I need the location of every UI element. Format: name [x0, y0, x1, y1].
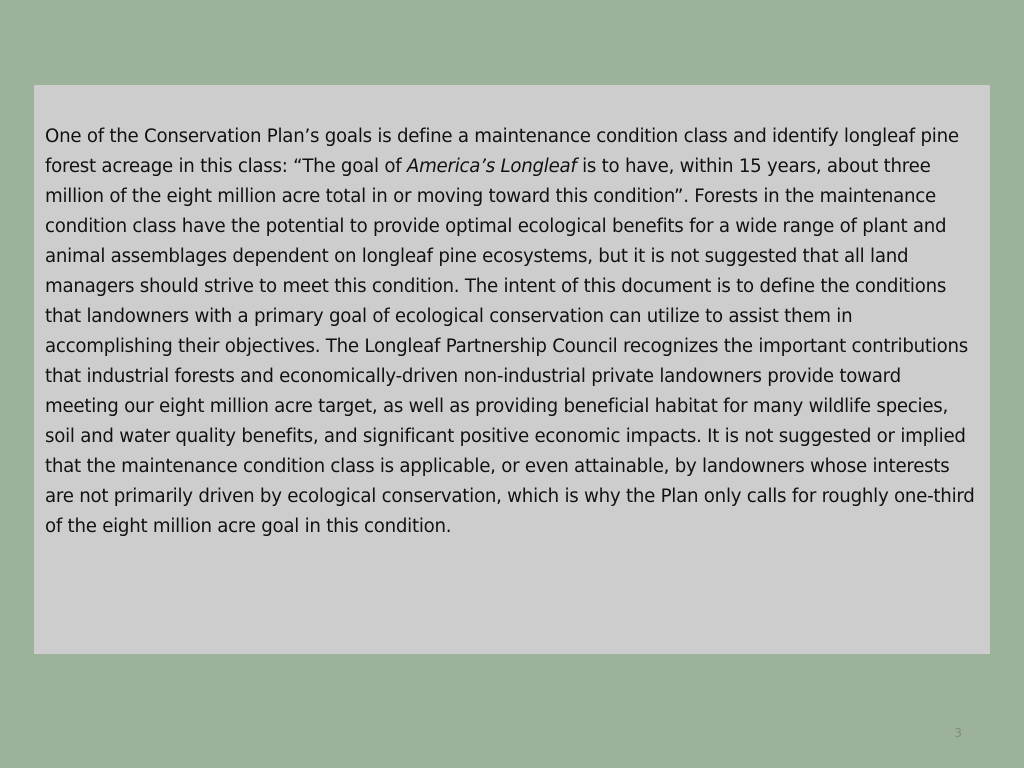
text-box	[34, 85, 990, 654]
page-number: 3	[954, 726, 962, 740]
emphasized-title: America’s Longleaf	[406, 156, 577, 177]
body-paragraph	[45, 122, 978, 542]
paragraph-text-rest: is to have, within 15 years, about three million of the eight million acre total in or moving toward this condition”. Forests in the maintenance condition class have the potential to provide optimal ecological benefits for a wide range of plant and animal assemblages dependent on longleaf pine ecosystems, but it is not suggested that all land managers should strive to meet this condition. The intent of this document is to define the conditions that landowners with a primary goal of ecological conservation can utilize to assist them in accomplishing their objectives. The Longleaf Partnership Council recognizes the important contributions that industrial forests and economically-driven non-industrial private landowners provide toward meeting our eight million acre target, as well as providing beneficial habitat for many wildlife species, soil and water quality benefits, and significant positive economic impacts. It is not suggested or implied that the maintenance condition class is applicable, or even attainable, by landowners whose interests are not primarily driven by ecological conservation, which is why the Plan only calls for roughly one-third of the eight million acre goal in this condition.	[45, 156, 975, 537]
paragraph-text-start: One of the Conservation Plan’s goals is define a maintenance condition class and identify longleaf pine forest acreage in this class: “The goal of	[45, 126, 959, 177]
